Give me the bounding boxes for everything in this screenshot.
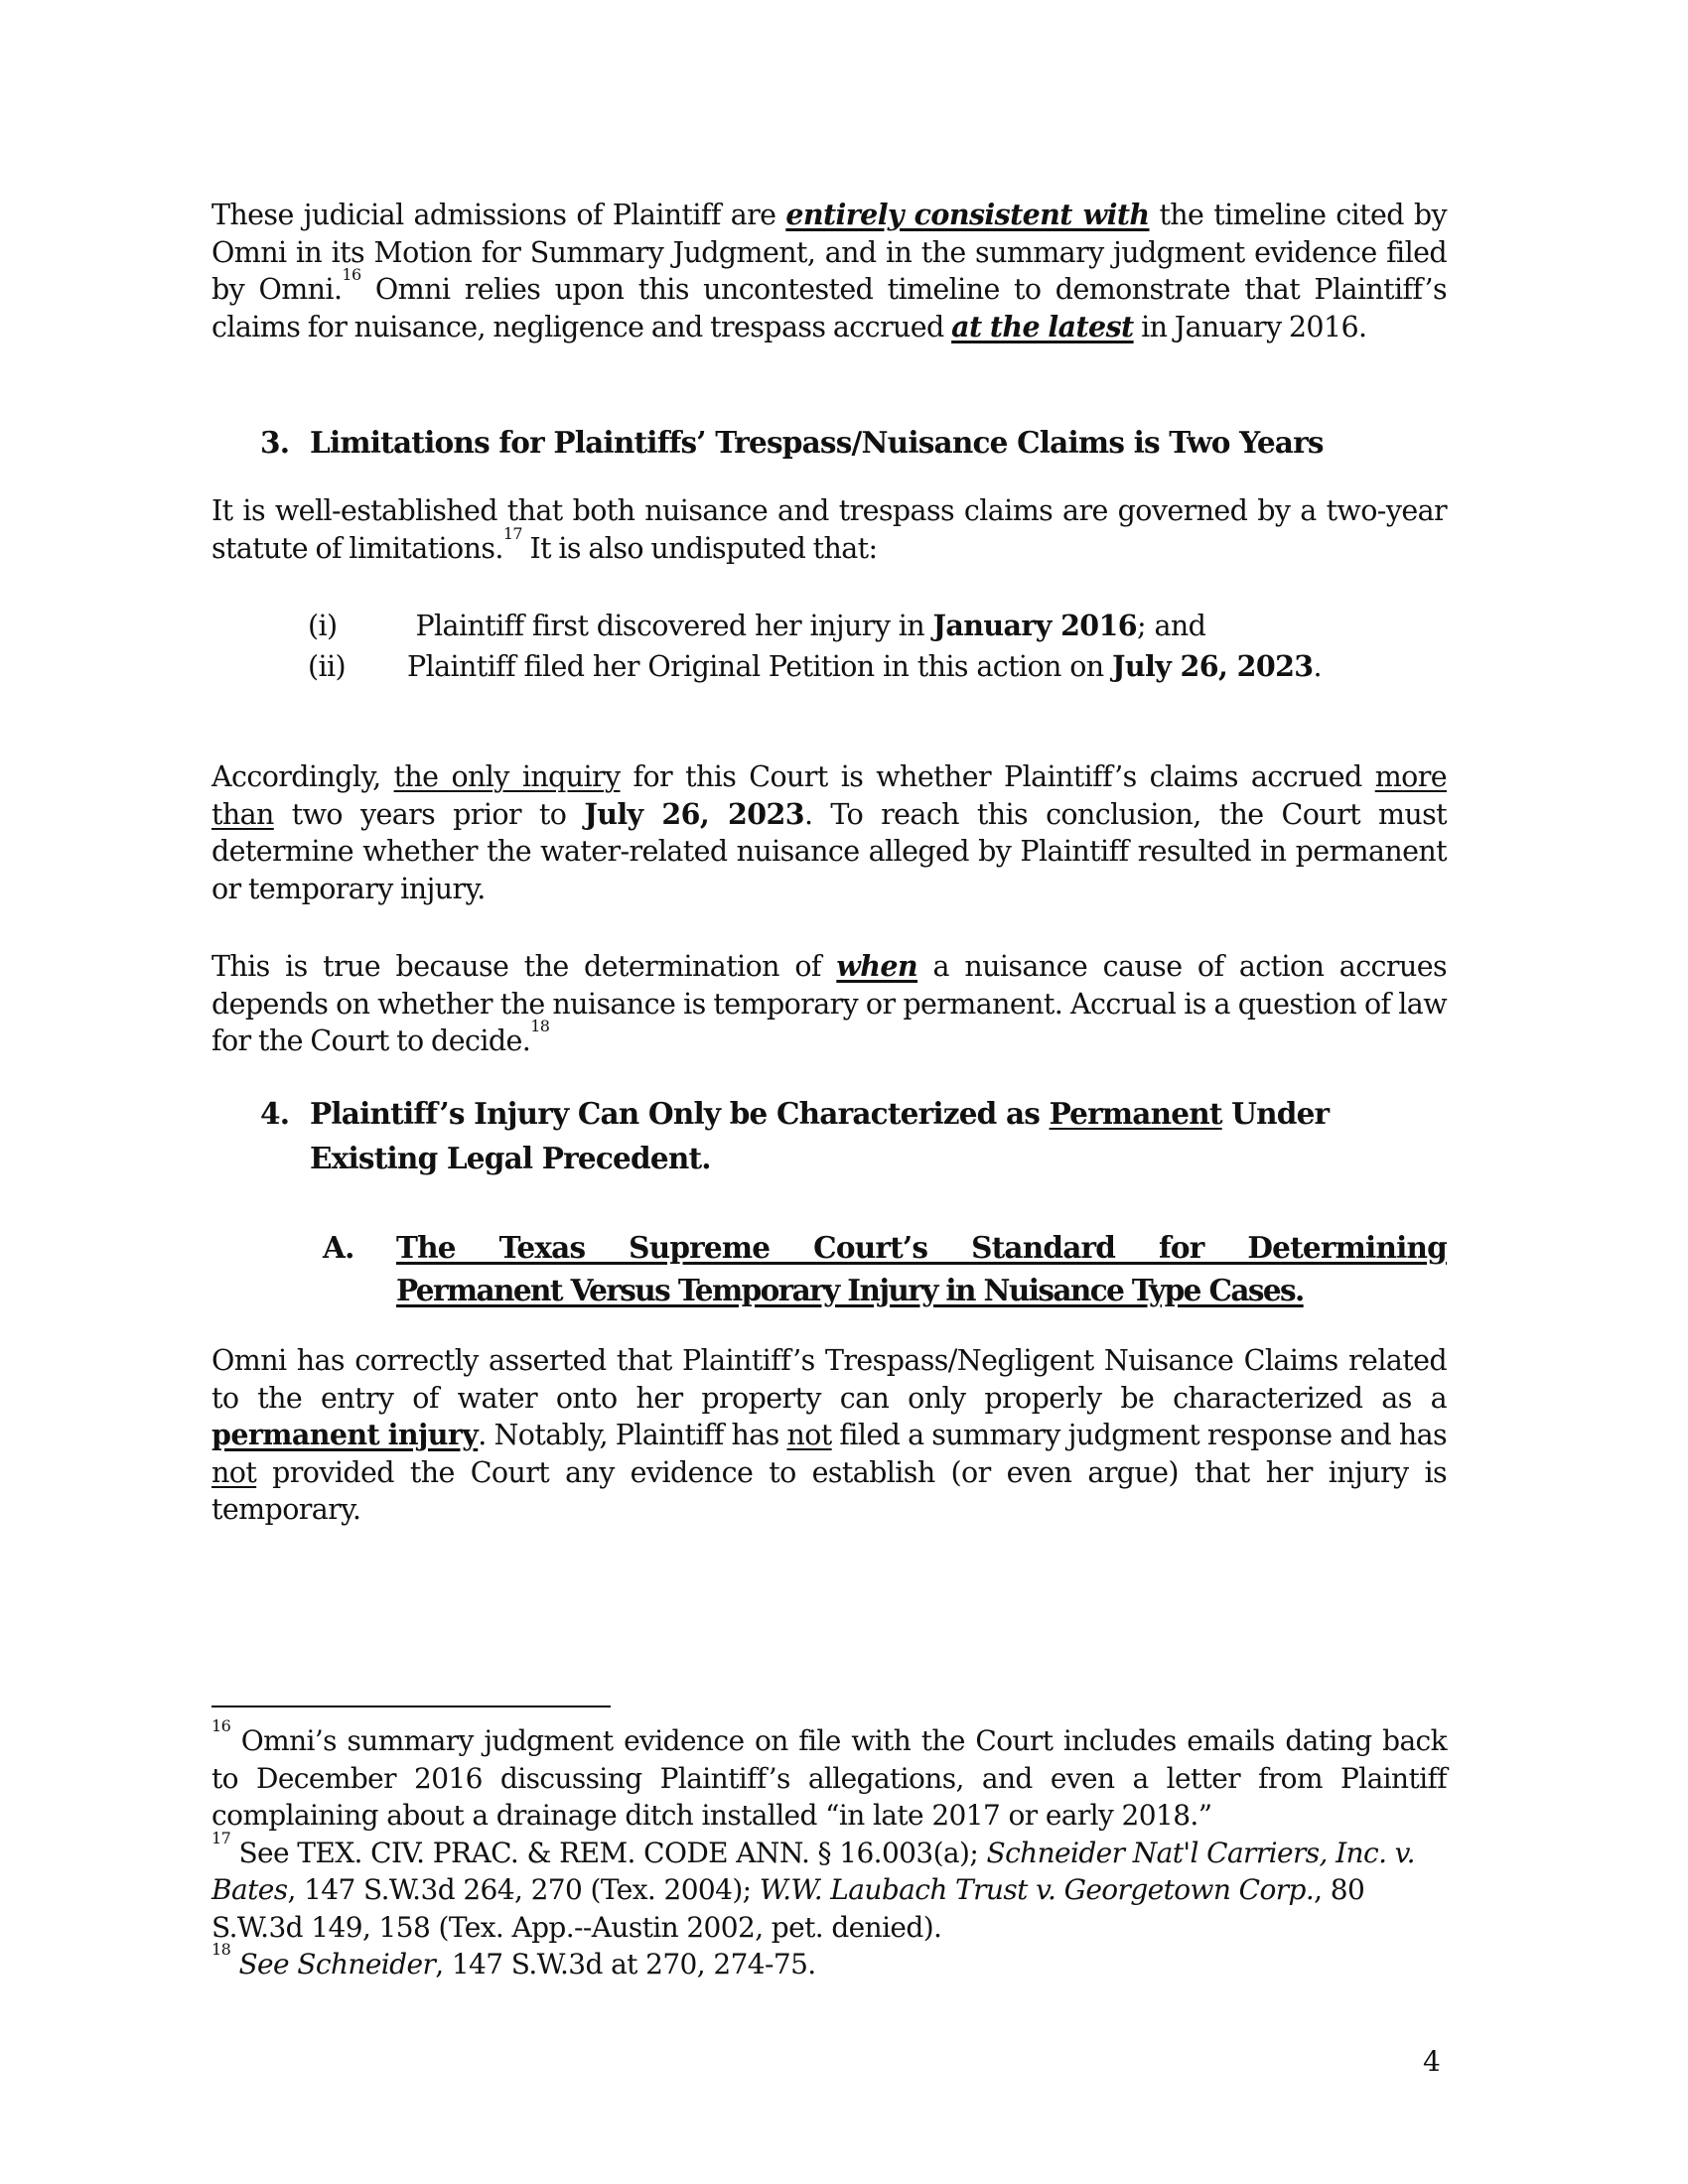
paragraph-limitations: It is well-established that both nuisance and trespass claims are governed by a two-year statute of limitations.$^{17}$ It is also undisputed that: (211, 494, 1447, 565)
footnote-16: $^{16}$ Omni’s summary judgment evidence on file with the Court includes emails dating back to December 2016 discussing Plaintiff’s allegations, and even a letter from Plaintiff complaining about a drainage ditch installed “in late 2017 or early 2018.” (211, 1716, 1447, 1832)
footnote-number: 17 (211, 1828, 231, 1847)
underline-more-than: more than (211, 760, 1447, 831)
emphasis-at-the-latest: at the latest (951, 309, 1134, 343)
paragraph-accrual: This is true because the determination of when a nuisance cause of action accrues depends on whether the nuisance is temporary or permanent. Accrual is a question of law for the Court to decide.$^{18}$ (211, 949, 1447, 1057)
case-citation: W.W. Laubach Trust v. Georgetown Corp. (759, 1873, 1315, 1906)
list-item-i: (i) Plaintiff first discovered her injury in January 2016; and (308, 609, 1206, 642)
list-item-ii: (ii) Plaintiff filed her Original Petition in this action on July 26, 2023. (308, 649, 1323, 683)
section-heading-4-line2: Existing Legal Precedent. (310, 1141, 711, 1175)
list-marker: (ii) (308, 650, 347, 683)
footnote-18: $^{18}$ See Schneider, 147 S.W.3d at 270, 274-75. (211, 1940, 816, 1980)
paragraph-only-inquiry: Accordingly, the only inquiry for this Court is whether Plaintiff’s claims accrued more than two years prior to July 26, 2023. To reach this conclusion, the Court must determine whether the water-related nuisance alleged by Plaintiff resulted in permanent or temporary injury. (211, 760, 1447, 905)
footnote-ref-16[interactable]: 16 (342, 265, 361, 284)
underline-not: not (786, 1419, 832, 1451)
footnotes (211, 1716, 1447, 1983)
emphasis-entirely-consistent: entirely consistent with (785, 198, 1150, 231)
page-number: 4 (1423, 2045, 1441, 2078)
section-heading-3 (260, 421, 1324, 464)
emphasis-when: when (836, 949, 918, 983)
section-number: 3. (260, 425, 290, 460)
section-heading-4: 4. Plaintiff’s Injury Can Only be Characterized as Permanent Under (260, 1092, 1329, 1135)
section-title: Limitations for Plaintiffs’ Trespass/Nuisance Claims is Two Years (310, 425, 1324, 460)
case-citation: See Schneider (230, 1948, 436, 1980)
footnote-ref-17[interactable]: 17 (502, 523, 522, 543)
footnote-17: $^{17}$ See TEX. CIV. PRAC. & REM. CODE ANN. § 16.003(a); Schneider Nat'l Carriers, Inc. v. Bates, 147 S.W.3d 264, 270 (Tex. 2004); W.W. Laubach Trust v. Georgetown Corp., 80 S.W.3d 149, 158 (Tex. App.--Austin 2002, pet. denied). (211, 1828, 1415, 1944)
list-marker: (i) (308, 610, 338, 642)
subsection-heading-a-line2: Permanent Versus Temporary Injury in Nuisance Type Cases. (396, 1273, 1304, 1307)
underline-only-inquiry: the only inquiry (393, 760, 621, 793)
underline-not: not (211, 1455, 257, 1489)
footnote-number: 16 (211, 1716, 231, 1735)
emphasis-permanent-injury: permanent injury (211, 1418, 479, 1451)
footnote-ref-18[interactable]: 18 (530, 1017, 550, 1035)
footnote-separator (211, 1706, 611, 1707)
paragraph-permanent-injury: Omni has correctly asserted that Plaintiff’s Trespass/Negligent Nuisance Claims related to the entry of water onto her property can only properly be characterized as a permanent injury. Notably, Plaintiff has not filed a summary judgment response and has not provided the Court any evidence to establish (or even argue) that her injury is temporary. (211, 1344, 1447, 1526)
subsection-heading-a-line1: The Texas Supreme Court’s Standard for Determining (396, 1230, 1447, 1265)
subsection-letter: A. (323, 1230, 354, 1265)
section-number: 4. (260, 1096, 290, 1131)
paragraph-judicial-admissions: These judicial admissions of Plaintiff are entirely consistent with the timeline cited by Omni in its Motion for Summary Judgment, and in the summary judgment evidence filed by Omni.$^{16}$ Omni relies upon this uncontested timeline to demonstrate that Plaintiff’s claims for nuisance, negligence and trespass accrued at the latest in January 2016. (211, 198, 1447, 343)
footnote-number: 18 (211, 1940, 231, 1959)
underline-permanent: Permanent (1049, 1096, 1222, 1131)
case-citation: Schneider Nat'l Carriers, Inc. v. Bates (211, 1836, 1415, 1906)
